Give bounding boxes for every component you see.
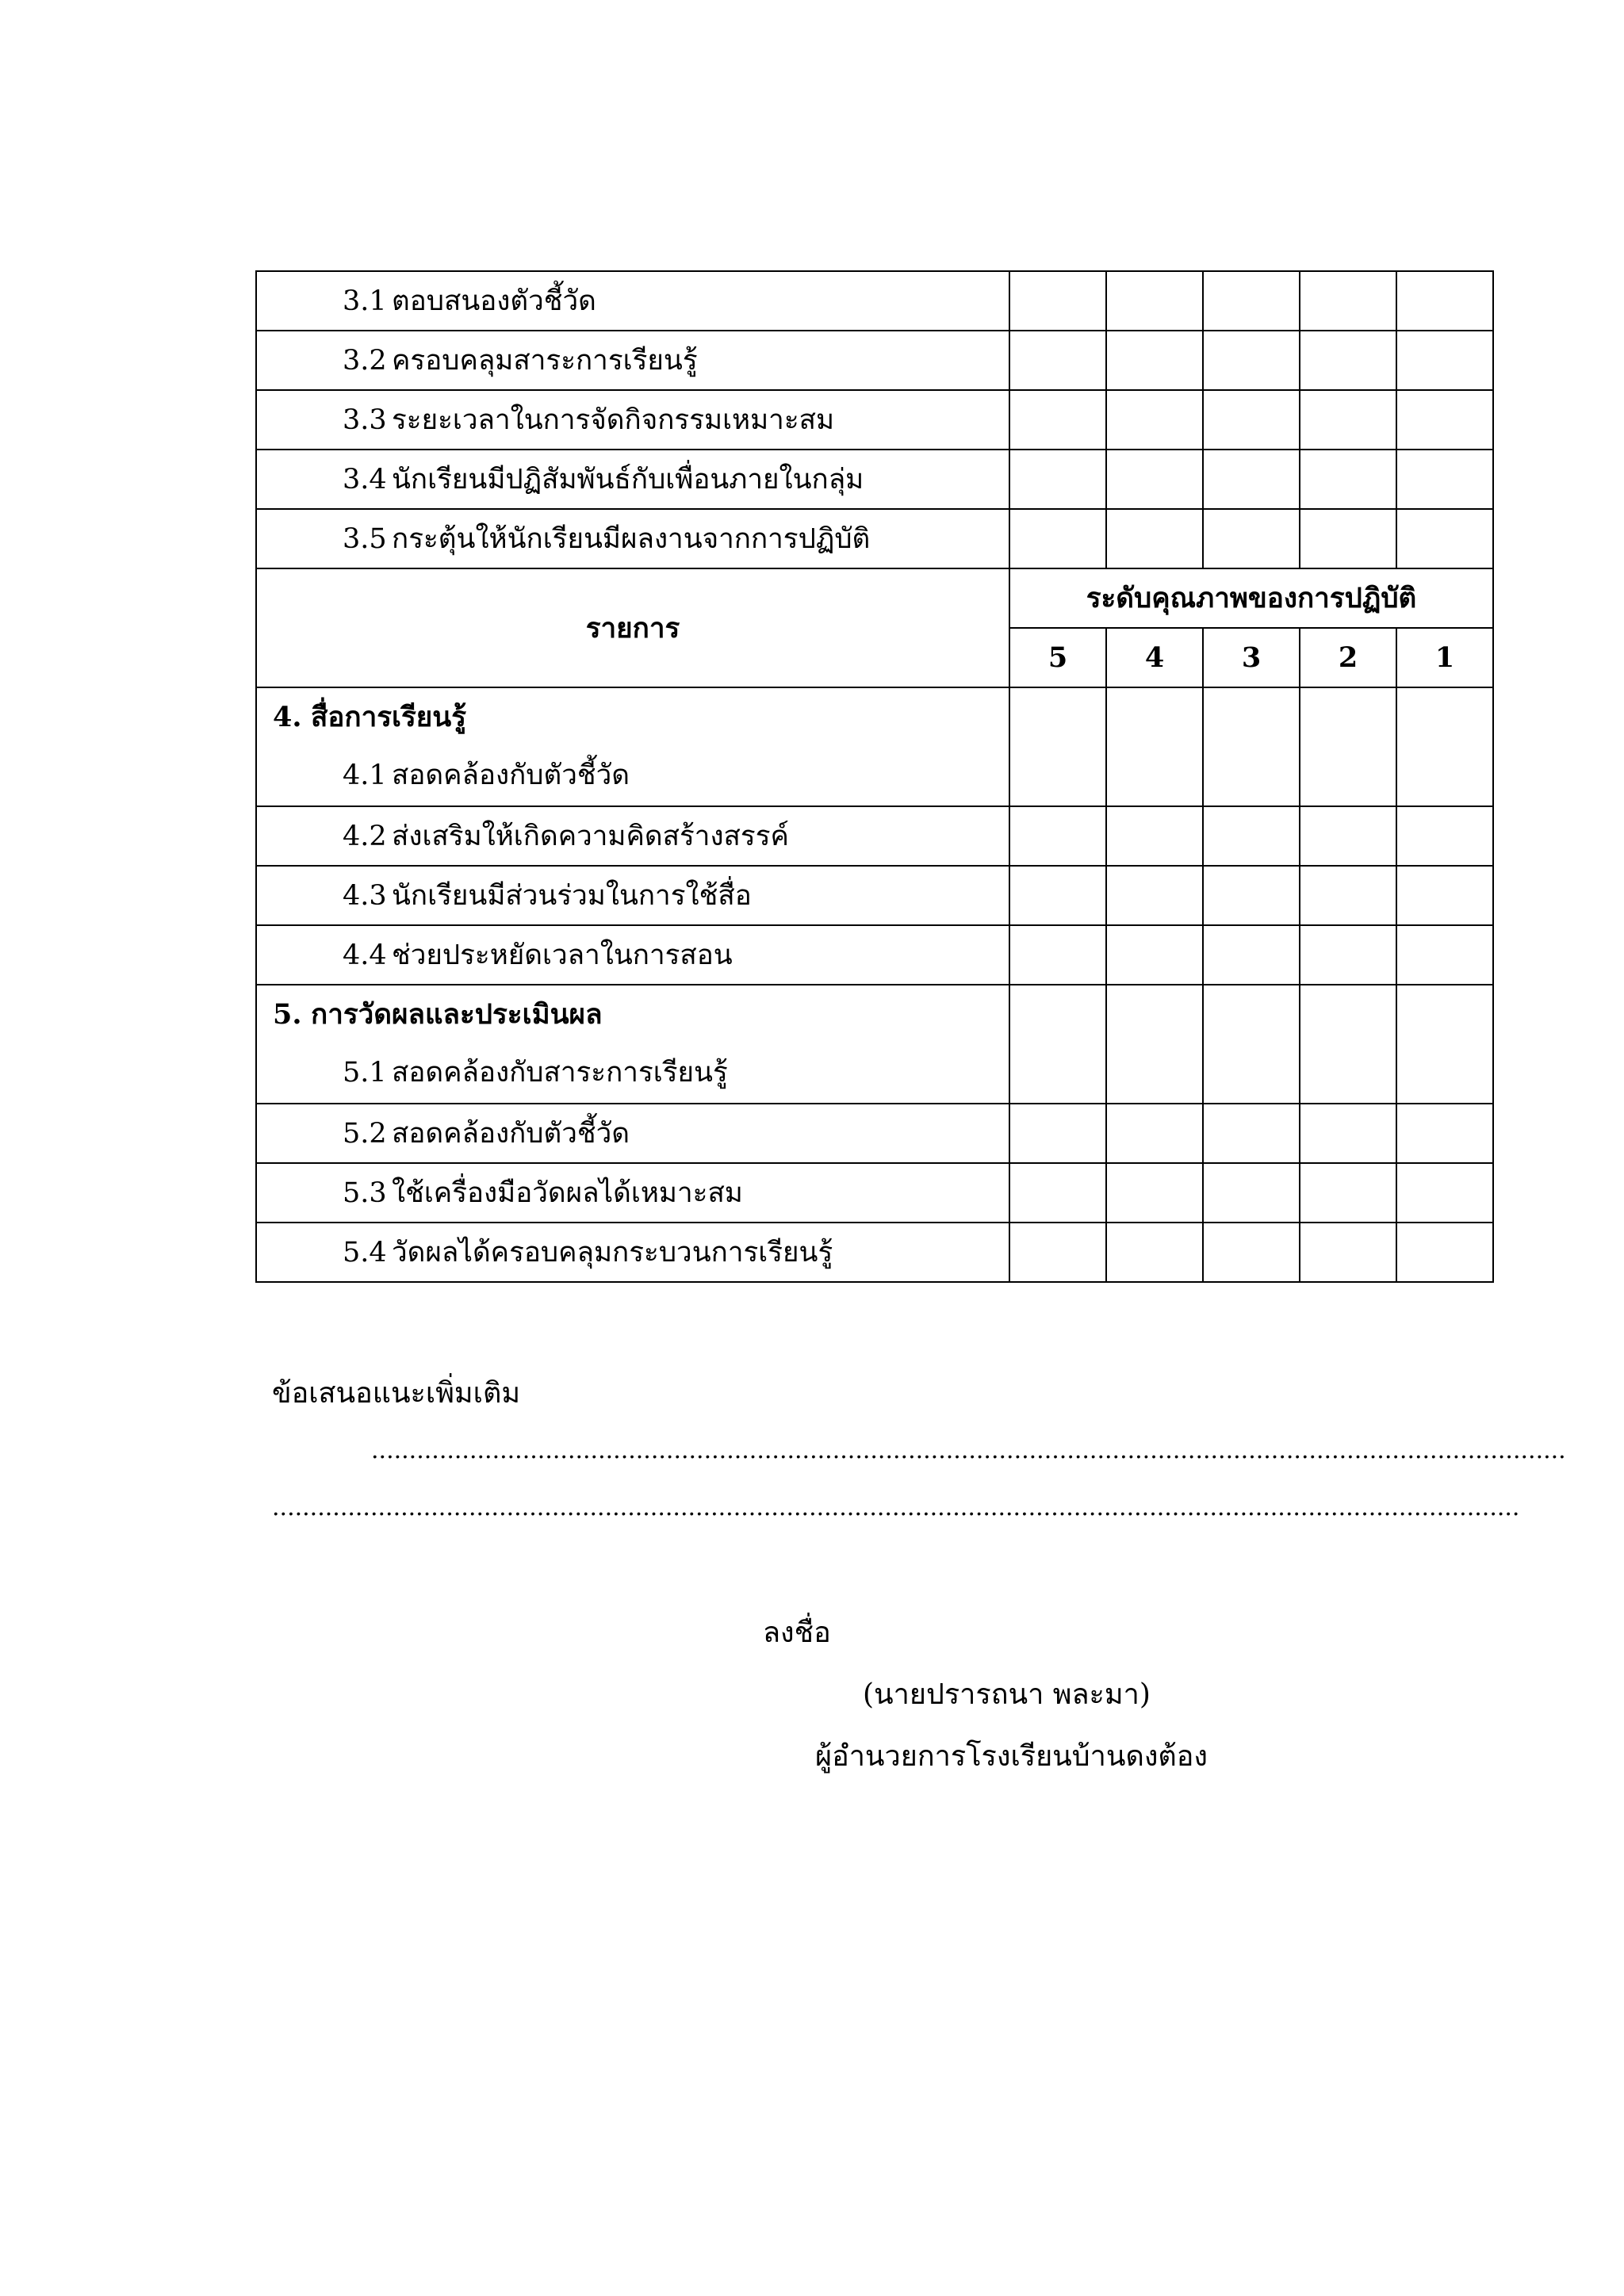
rating-cell-5[interactable] [1009,1104,1106,1163]
item-text: ครอบคลุมสาระการเรียนรู้ [392,345,698,377]
table-row [256,866,1493,925]
rating-cell-1[interactable] [1396,1104,1493,1163]
table-row [256,985,1493,1104]
item-cell [256,806,1009,866]
rating-cell-5[interactable] [1009,1223,1106,1282]
item-cell [256,390,1009,450]
section-number: 4. [273,701,302,733]
rating-cell-2[interactable] [1300,806,1396,866]
table-row [256,687,1493,806]
rating-cell-5[interactable] [1009,271,1106,331]
item-row [257,746,1009,806]
rating-cell-3[interactable] [1203,866,1300,925]
rating-cell-5[interactable] [1009,985,1106,1104]
level-5-header: 5 [1009,628,1106,687]
item-number: 5.4 [343,1237,387,1269]
item-text: กระตุ้นให้นักเรียนมีผลงานจากการปฏิบัติ [392,523,871,555]
item-number: 3.4 [343,464,387,496]
rating-cell-1[interactable] [1396,1223,1493,1282]
section-number: 5. [273,998,302,1031]
rating-cell-1[interactable] [1396,509,1493,568]
item-text: นักเรียนมีปฏิสัมพันธ์กับเพื่อนภายในกลุ่ม [392,464,864,496]
suggestions-title: ข้อเสนอแนะเพิ่มเติม [272,1377,521,1410]
rating-cell-2[interactable] [1300,687,1396,806]
rating-cell-5[interactable] [1009,925,1106,985]
rating-cell-1[interactable] [1396,1163,1493,1223]
level-3-header: 3 [1203,628,1300,687]
rating-cell-1[interactable] [1396,866,1493,925]
suggestion-line-1[interactable]: .............................................................................................................................................................. [371,1437,1566,1464]
item-text: วัดผลได้ครอบคลุมกระบวนการเรียนรู้ [392,1237,833,1269]
item-number: 3.5 [343,523,387,555]
section-cell [256,985,1009,1104]
rating-cell-3[interactable] [1203,1163,1300,1223]
rating-cell-4[interactable] [1106,390,1203,450]
table-row [256,271,1493,331]
item-cell [256,925,1009,985]
item-number: 5.1 [343,1057,387,1089]
item-cell [256,1163,1009,1223]
signer-position: ผู้อำนวยการโรงเรียนบ้านดงต้อง [815,1740,1208,1773]
table-row [256,509,1493,568]
rating-cell-5[interactable] [1009,806,1106,866]
item-text: ระยะเวลาในการจัดกิจกรรมเหมาะสม [392,404,835,436]
item-cell [256,331,1009,390]
rating-cell-2[interactable] [1300,271,1396,331]
rating-cell-3[interactable] [1203,687,1300,806]
rating-cell-4[interactable] [1106,1104,1203,1163]
table-row [256,1163,1493,1223]
rating-cell-5[interactable] [1009,687,1106,806]
item-row [257,1043,1009,1103]
item-column-header: รายการ [256,568,1009,687]
rating-cell-2[interactable] [1300,1163,1396,1223]
item-number: 3.3 [343,404,387,436]
rating-cell-3[interactable] [1203,1223,1300,1282]
item-number: 4.3 [343,880,387,912]
item-number: 5.3 [343,1177,387,1209]
rating-cell-1[interactable] [1396,687,1493,806]
rating-cell-3[interactable] [1203,271,1300,331]
item-number: 4.1 [343,760,387,791]
table-row [256,390,1493,450]
rating-cell-1[interactable] [1396,331,1493,390]
section-title-text: สื่อการเรียนรู้ [311,701,467,733]
item-cell [256,509,1009,568]
rating-cell-5[interactable] [1009,866,1106,925]
signature-label: ลงชื่อ [763,1617,831,1649]
section-title-text: การวัดผลและประเมินผล [311,998,603,1031]
rating-cell-1[interactable] [1396,271,1493,331]
rating-cell-2[interactable] [1300,390,1396,450]
item-text: ตอบสนองตัวชี้วัด [392,285,596,317]
rating-cell-4[interactable] [1106,1163,1203,1223]
rating-cell-2[interactable] [1300,1223,1396,1282]
rating-cell-2[interactable] [1300,985,1396,1104]
rating-cell-4[interactable] [1106,806,1203,866]
table-row [256,806,1493,866]
table-header-row [256,568,1493,628]
level-4-header: 4 [1106,628,1203,687]
table-row [256,331,1493,390]
item-text: ส่งเสริมให้เกิดความคิดสร้างสรรค์ [392,821,789,852]
rating-cell-3[interactable] [1203,806,1300,866]
signer-name: (นายปรารถนา พละมา) [863,1678,1151,1711]
rating-cell-5[interactable] [1009,390,1106,450]
rating-cell-5[interactable] [1009,509,1106,568]
section-cell [256,687,1009,806]
item-number: 4.4 [343,939,387,971]
table-row [256,1223,1493,1282]
rating-cell-2[interactable] [1300,331,1396,390]
rating-cell-4[interactable] [1106,331,1203,390]
item-text: ใช้เครื่องมือวัดผลได้เหมาะสม [392,1177,743,1209]
level-2-header: 2 [1300,628,1396,687]
item-cell [256,271,1009,331]
rating-cell-2[interactable] [1300,1104,1396,1163]
rating-cell-1[interactable] [1396,925,1493,985]
item-text: นักเรียนมีส่วนร่วมในการใช้สื่อ [392,880,752,912]
rating-cell-5[interactable] [1009,450,1106,509]
rating-cell-1[interactable] [1396,450,1493,509]
rating-cell-4[interactable] [1106,985,1203,1104]
rating-cell-4[interactable] [1106,1223,1203,1282]
rating-cell-5[interactable] [1009,1163,1106,1223]
rating-cell-1[interactable] [1396,390,1493,450]
rating-cell-3[interactable] [1203,509,1300,568]
evaluation-table [255,270,1494,1283]
item-cell [256,866,1009,925]
item-text: ช่วยประหยัดเวลาในการสอน [392,939,733,971]
rating-cell-3[interactable] [1203,331,1300,390]
table-row [256,450,1493,509]
rating-cell-3[interactable] [1203,1104,1300,1163]
table-row [256,1104,1493,1163]
rating-cell-3[interactable] [1203,390,1300,450]
rating-cell-2[interactable] [1300,450,1396,509]
item-number: 4.2 [343,821,387,852]
rating-cell-2[interactable] [1300,925,1396,985]
rating-cell-4[interactable] [1106,866,1203,925]
item-cell [256,450,1009,509]
item-cell [256,1104,1009,1163]
section-title [257,985,1009,1043]
item-cell [256,1223,1009,1282]
item-number: 5.2 [343,1118,387,1150]
level-1-header: 1 [1396,628,1493,687]
rating-cell-3[interactable] [1203,985,1300,1104]
rating-cell-2[interactable] [1300,866,1396,925]
rating-cell-2[interactable] [1300,509,1396,568]
rating-cell-4[interactable] [1106,509,1203,568]
rating-cell-4[interactable] [1106,687,1203,806]
rating-cell-4[interactable] [1106,271,1203,331]
rating-cell-1[interactable] [1396,806,1493,866]
level-column-header: ระดับคุณภาพของการปฏิบัติ [1009,568,1493,628]
rating-cell-4[interactable] [1106,925,1203,985]
item-number: 3.1 [343,285,387,317]
table-row [256,925,1493,985]
rating-cell-3[interactable] [1203,450,1300,509]
rating-cell-5[interactable] [1009,331,1106,390]
section-title [257,688,1009,746]
rating-cell-3[interactable] [1203,925,1300,985]
rating-cell-1[interactable] [1396,985,1493,1104]
item-text: สอดคล้องกับสาระการเรียนรู้ [392,1057,728,1089]
item-text: สอดคล้องกับตัวชี้วัด [392,1118,630,1150]
suggestion-line-2[interactable]: ..................................................................................................................................................................... [272,1494,1520,1521]
item-number: 3.2 [343,345,387,377]
rating-cell-4[interactable] [1106,450,1203,509]
item-text: สอดคล้องกับตัวชี้วัด [392,760,630,791]
